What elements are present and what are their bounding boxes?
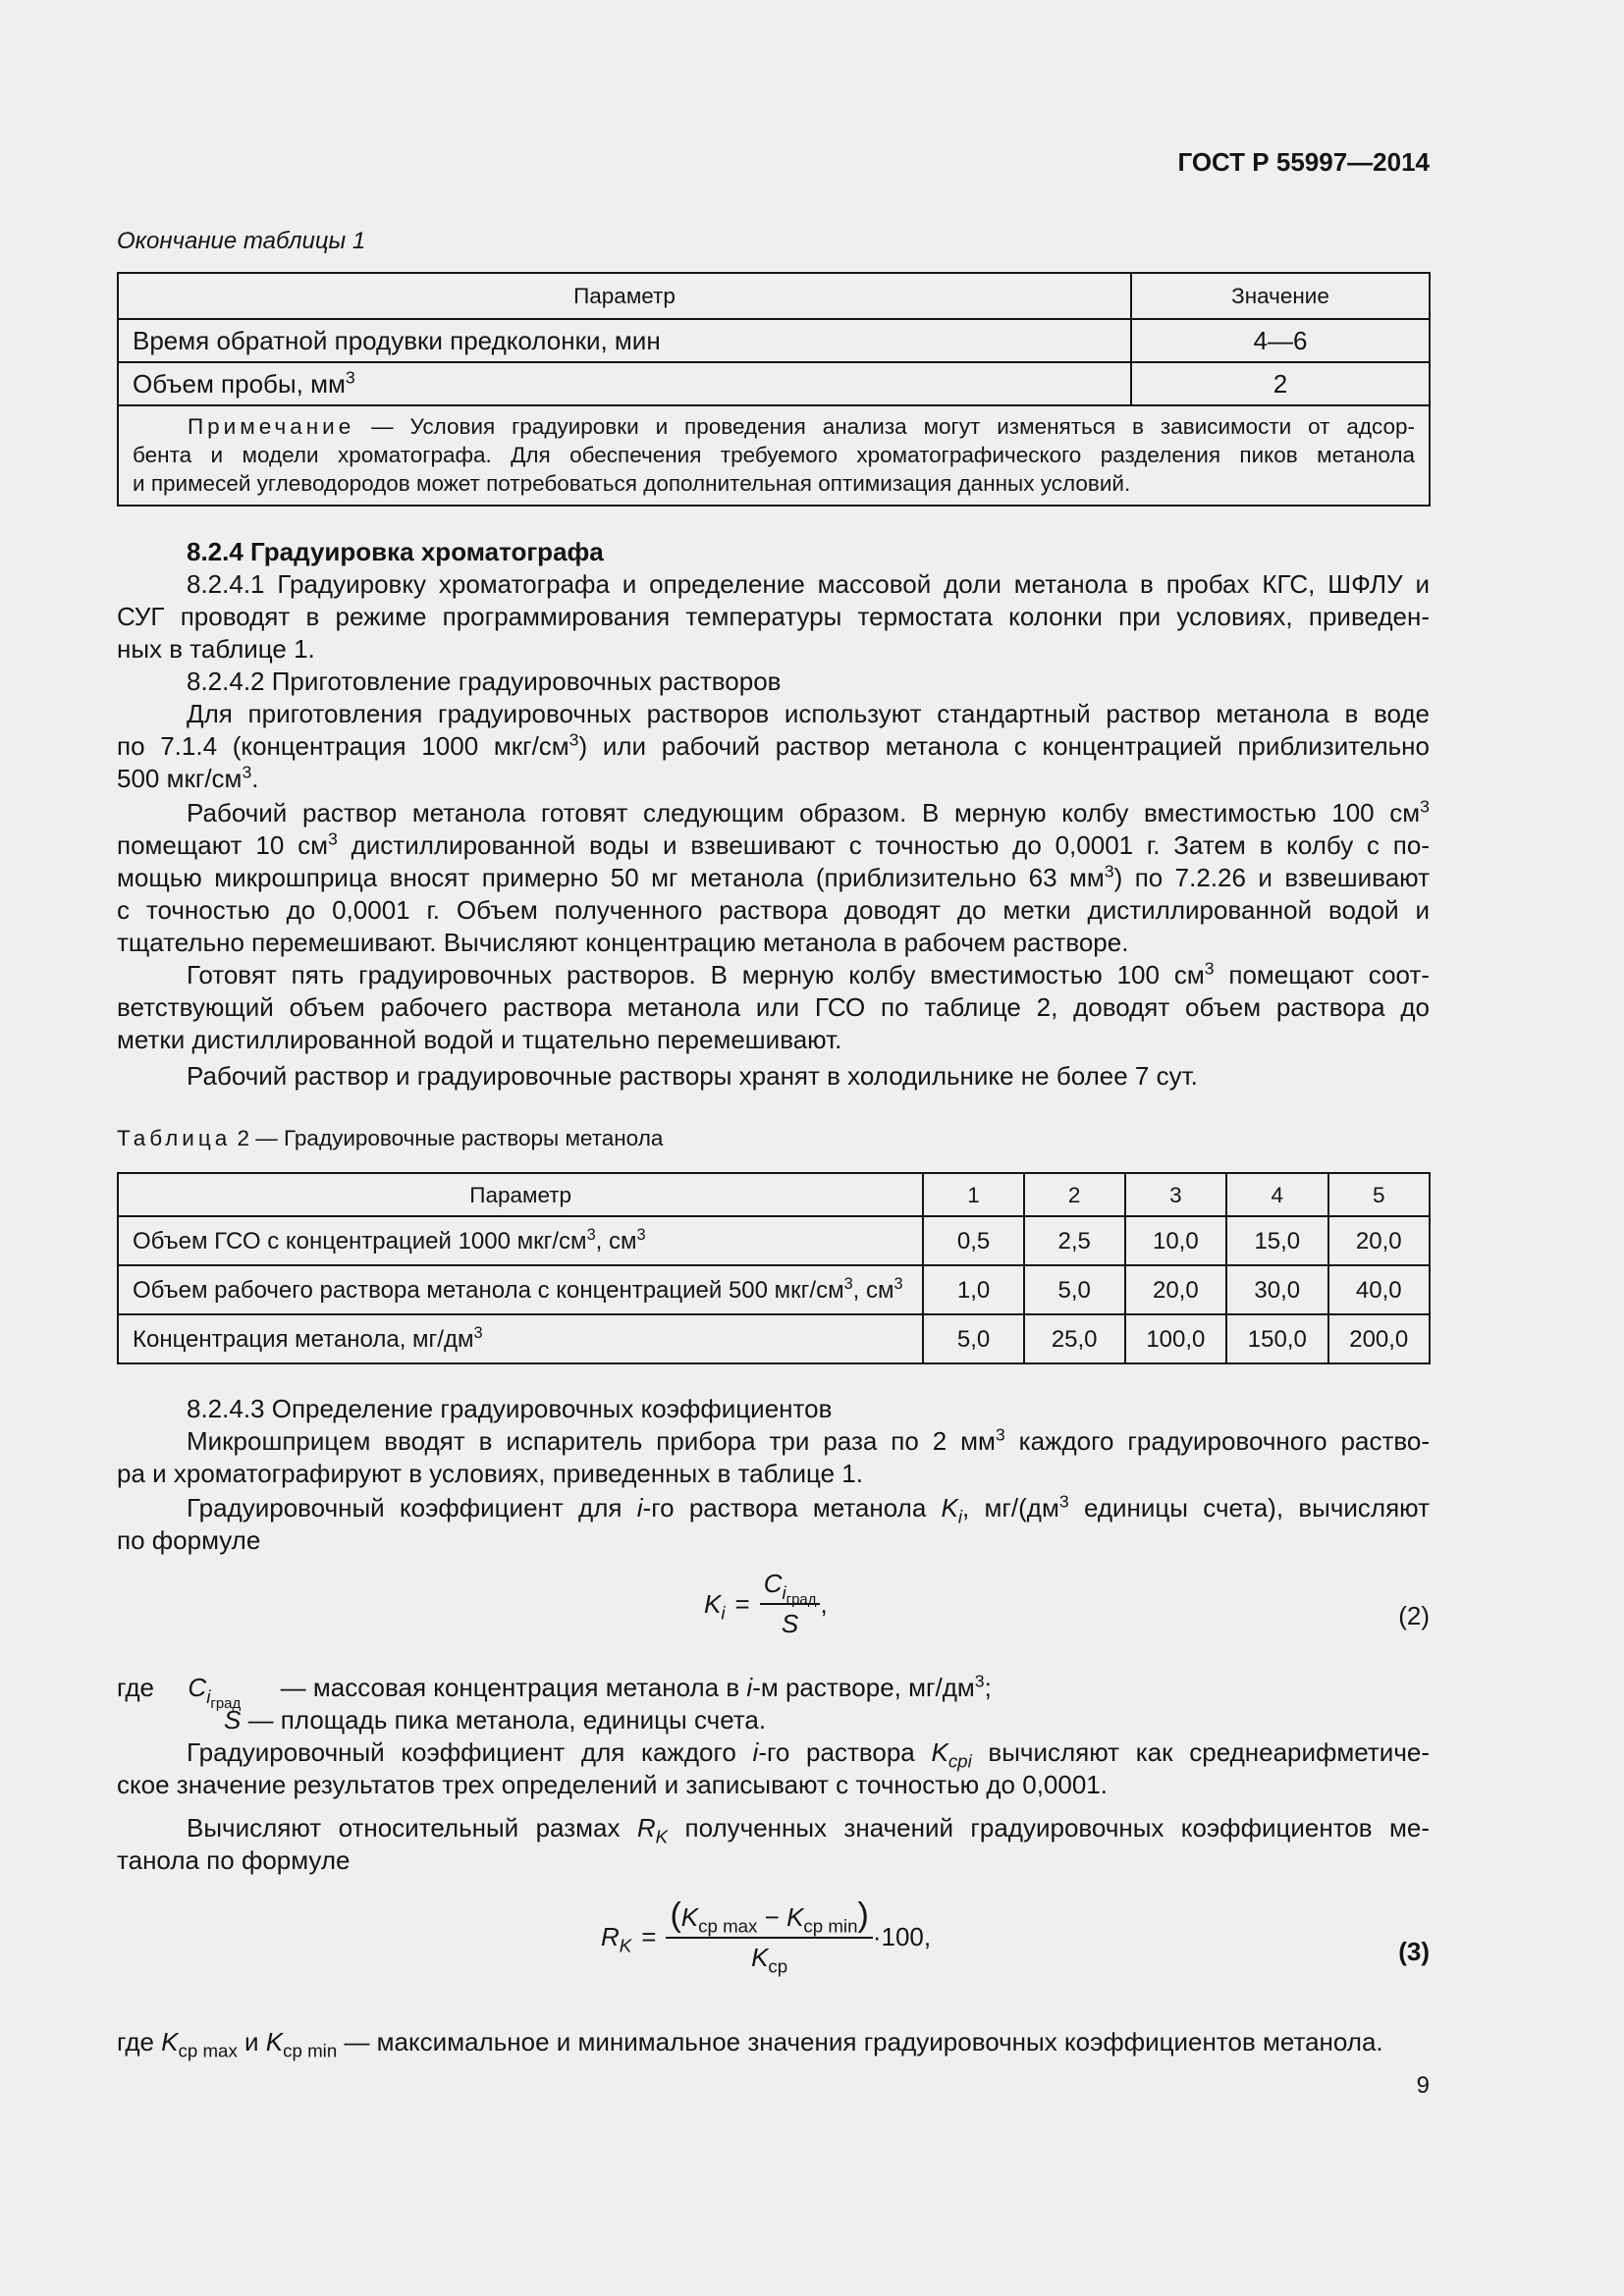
paragraph-line: Готовят пять градуировочных растворов. В мерную колбу вместимостью 100 $см^3$ помещают соот- xyxy=(187,958,1431,989)
paragraph-line: ское значение результатов трех определений и записывают с точностью до 0,0001. xyxy=(117,1770,1108,1799)
where-line: где $C_{i_{град}}$ — массовая концентрация метанола в i-м растворе, $мг/дм^3$; xyxy=(117,1671,992,1712)
formula3-numerator: $(K_{ср max} - K_{ср min})$ xyxy=(666,1899,872,1939)
formula2-lhs: $K_i$ xyxy=(704,1588,726,1624)
table2-header-row xyxy=(118,1173,1430,1216)
table1-header-value: Значение xyxy=(1131,273,1430,319)
where-line: где $K_{ср max}$ и $K_{ср min}$ — максимальное и минимальное значения градуировочных коэффициентов метанола. xyxy=(117,2027,1383,2061)
paragraph-line: Градуировочный коэффициент для i-го раствора метанола $K_i$, $мг/(дм^3$ единицы счета), вычисляют xyxy=(187,1491,1430,1527)
paragraph-line: Микрошприцем вводят в испаритель прибора три раза по 2 $мм^3$ каждого градуировочного раство- xyxy=(187,1424,1430,1456)
paragraph-line: мощью микрошприца вносят примерно 50 мг метанола (приблизительно 63 $мм^3$) по 7.2.26 и взвешивают xyxy=(117,861,1431,892)
paragraph-line: Для приготовления градуировочных растворов используют стандартный раствор метанола в воде xyxy=(187,699,1430,728)
table2-caption: Таблица 2 — Градуировочные растворы метанола xyxy=(117,1126,664,1150)
where-line: S — площадь пика метанола, единицы счета. xyxy=(224,1705,767,1735)
formula2-equals: = xyxy=(734,1588,750,1619)
table2-cell: 5,0 xyxy=(923,1314,1023,1363)
formula-2 xyxy=(704,1568,828,1640)
paragraph-line: с точностью до 0,0001 г. Объем полученного раствора доводят до метки дистиллированной водой и xyxy=(117,895,1430,925)
table2-cell: 100,0 xyxy=(1125,1314,1226,1363)
paragraph-line: Градуировочный коэффициент для каждого i-го раствора $K_{срi}$ вычисляют как среднеарифметиче- xyxy=(187,1737,1430,1772)
table2-cell: 5,0 xyxy=(1024,1265,1125,1314)
paragraph-line: метки дистиллированной водой и тщательно перемешивают. xyxy=(117,1025,842,1054)
formula2-denominator: S xyxy=(781,1609,799,1638)
table2-cell-param: Объем рабочего раствора метанола с концентрацией 500 мкг/$см^3$, $см^3$ xyxy=(118,1265,923,1314)
table2-cell: 1,0 xyxy=(923,1265,1023,1314)
table2-header-col: 5 xyxy=(1328,1173,1431,1216)
page-number: 9 xyxy=(1416,2072,1430,2099)
paragraph-line: по формуле xyxy=(117,1525,261,1555)
document-id: ГОСТ Р 55997—2014 xyxy=(1177,147,1430,177)
formula2-fraction xyxy=(760,1568,821,1640)
formula3-equals: = xyxy=(641,1921,657,1951)
table2-cell: 20,0 xyxy=(1328,1216,1431,1265)
paragraph-line: ра и хроматографируют в условиях, приведенных в таблице 1. xyxy=(117,1459,863,1488)
table2-cell: 25,0 xyxy=(1024,1314,1125,1363)
table2-cell: 0,5 xyxy=(923,1216,1023,1265)
table2-header-param: Параметр xyxy=(118,1173,923,1216)
paragraph-line: 500 мкг/$см^3$. xyxy=(117,762,259,793)
table1-header-param: Параметр xyxy=(118,273,1131,319)
table2-cell: 2,5 xyxy=(1024,1216,1125,1265)
paragraph-line: Рабочий раствор метанола готовят следующим образом. В мерную колбу вместимостью 100 $см^3$ xyxy=(187,796,1430,828)
table2-cell: 30,0 xyxy=(1226,1265,1327,1314)
table1-note: Примечание — Условия градуировки и проведения анализа могут изменяться в зависимости от адсор- бента и модели хроматографа. Для обеспечения требуемого хроматографического разделения пиков метанола и примесей углеводородов может потребоваться дополнительная оптимизация данных условий. xyxy=(118,405,1430,506)
subsection-title: 8.2.4.3 Определение градуировочных коэффициентов xyxy=(187,1394,833,1423)
formula3-lhs: $R_K$ xyxy=(601,1921,632,1956)
table2-header-col: 2 xyxy=(1024,1173,1125,1216)
table1-header-row xyxy=(118,273,1430,319)
table1-note-row xyxy=(118,405,1430,506)
formula3-denominator: $K_{ср}$ xyxy=(751,1943,788,1977)
table2 xyxy=(117,1172,1431,1364)
paragraph-line: ветствующий объем рабочего раствора метанола или ГСО по таблице 2, доводят объем раствора до xyxy=(117,992,1430,1022)
table-row xyxy=(118,319,1430,362)
paragraph-line: помещают 10 $см^3$ дистиллированной воды и взвешивают с точностью до 0,0001 г. Затем в колбу с по- xyxy=(117,828,1430,860)
subsection-title: 8.2.4.2 Приготовление градуировочных растворов xyxy=(187,667,782,696)
formula-number: (2) xyxy=(1398,1601,1430,1630)
table2-cell-param: Концентрация метанола, $мг/дм^3$ xyxy=(118,1314,923,1363)
table2-cell: 15,0 xyxy=(1226,1216,1327,1265)
table2-cell: 40,0 xyxy=(1328,1265,1431,1314)
paragraph-line: Рабочий раствор и градуировочные растворы хранят в холодильнике не более 7 сут. xyxy=(187,1061,1198,1091)
formula2-comma: , xyxy=(820,1588,828,1619)
paragraph-line: по 7.1.4 (концентрация 1000 мкг/$см^3$) или рабочий раствор метанола с концентрацией приблизительно xyxy=(117,729,1430,761)
table-row xyxy=(118,1314,1430,1363)
table2-cell: 150,0 xyxy=(1226,1314,1327,1363)
formula-number: (3) xyxy=(1398,1937,1430,1966)
table2-cell-param: Объем ГСО с концентрацией 1000 мкг/$см^3$, $см^3$ xyxy=(118,1216,923,1265)
paragraph-line: танола по формуле xyxy=(117,1845,351,1875)
paragraph-line: ных в таблице 1. xyxy=(117,634,315,664)
table2-header-col: 4 xyxy=(1226,1173,1327,1216)
table1-cell-param: Время обратной продувки предколонки, мин xyxy=(118,319,1131,362)
table-row xyxy=(118,362,1430,405)
table2-cell: 10,0 xyxy=(1125,1216,1226,1265)
paragraph-line: 8.2.4.1 Градуировку хроматографа и определение массовой доли метанола в пробах КГС, ШФЛУ и xyxy=(187,569,1430,599)
table1-cell-param: Объем пробы, $мм^3$ xyxy=(118,362,1131,405)
table1-cell-value: 2 xyxy=(1131,362,1430,405)
paragraph-line: тщательно перемешивают. Вычисляют концентрацию метанола в рабочем растворе. xyxy=(117,928,1129,957)
table-row xyxy=(118,1265,1430,1314)
formula3-tail: ·100, xyxy=(872,1921,932,1951)
table-row xyxy=(118,1216,1430,1265)
table1 xyxy=(117,272,1431,507)
table1-cell-value: 4—6 xyxy=(1131,319,1430,362)
table2-header-col: 3 xyxy=(1125,1173,1226,1216)
formula2-numerator: $C_{i_{град}}$ xyxy=(760,1568,821,1605)
section-heading: 8.2.4 Градуировка хроматографа xyxy=(187,537,604,566)
paragraph-line: Вычисляют относительный размах $R_K$ полученных значений градуировочных коэффициентов ме- xyxy=(187,1813,1430,1847)
table2-header-col: 1 xyxy=(923,1173,1023,1216)
table2-cell: 200,0 xyxy=(1328,1314,1431,1363)
formula3-fraction xyxy=(666,1896,872,1977)
table2-cell: 20,0 xyxy=(1125,1265,1226,1314)
table1-caption: Окончание таблицы 1 xyxy=(117,228,366,254)
formula-3 xyxy=(601,1896,932,1977)
paragraph-line: СУГ проводят в режиме программирования температуры термостата колонки при условиях, приведен- xyxy=(117,602,1430,631)
